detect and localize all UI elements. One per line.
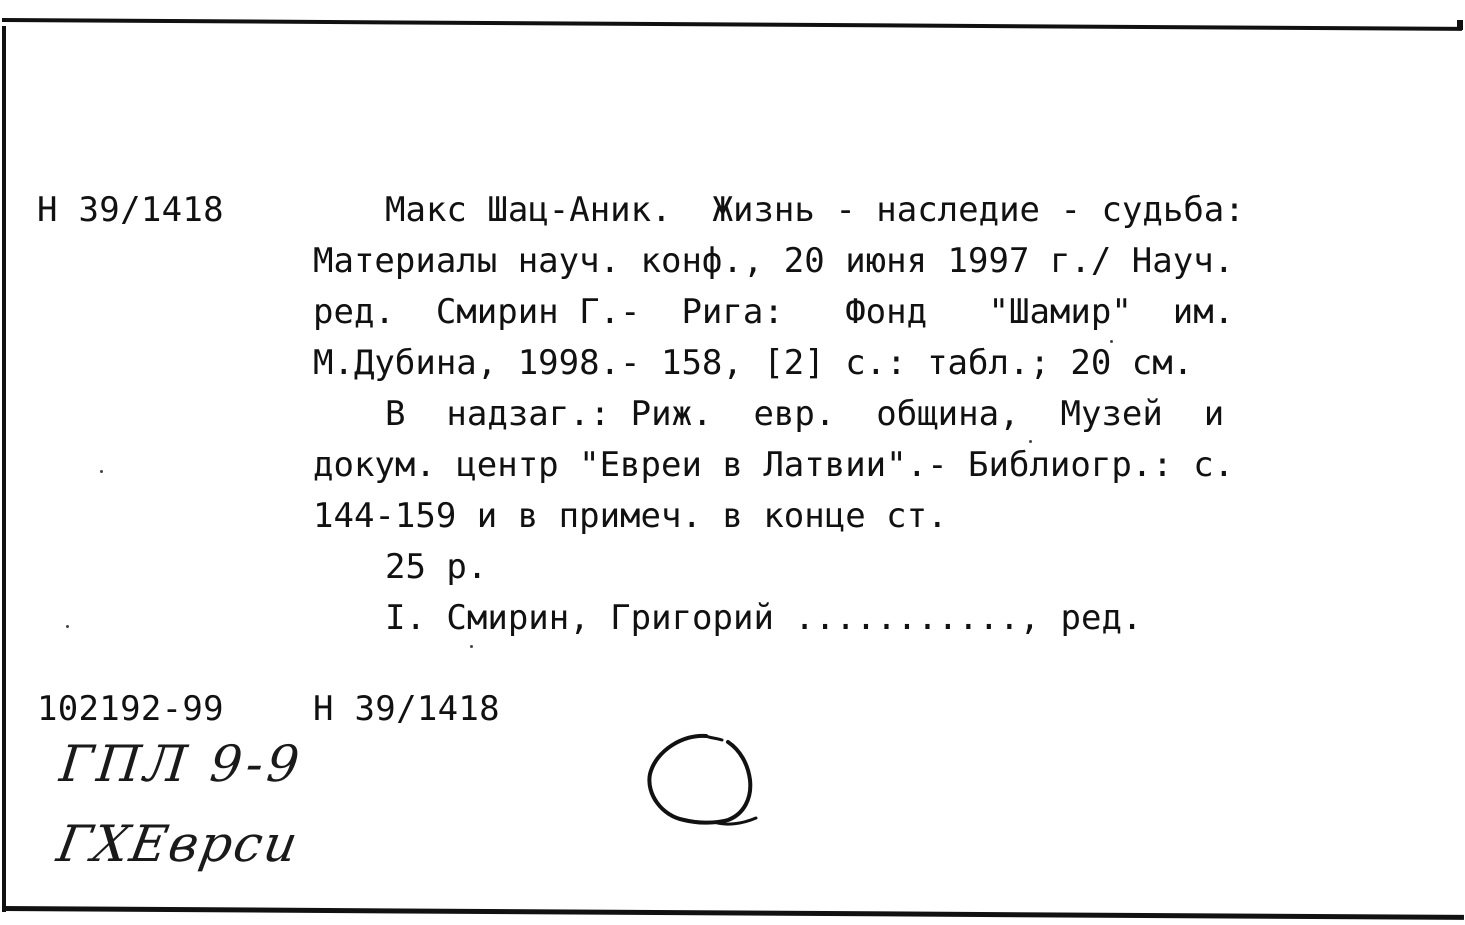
price-line: 25 р. [385, 547, 488, 587]
card-border-bottom [2, 906, 1464, 920]
description-line: В надзаг.: Риж. евр. община, Музей и [385, 394, 1225, 434]
ink-speck [1029, 440, 1032, 443]
handwritten-note: ГПЛ 9-9 [56, 735, 306, 793]
card-border-top [2, 18, 1462, 31]
call-number-top: Н 39/1418 [37, 190, 224, 230]
card-border-left [2, 26, 6, 912]
description-line: докум. центр "Евреи в Латвии".- Библиогр.: с. [313, 445, 1235, 485]
card-border-corner [1457, 20, 1463, 30]
ink-speck [100, 470, 103, 473]
accession-number: 102192-99 [37, 689, 224, 729]
ink-speck [1110, 340, 1113, 343]
ink-speck [470, 645, 473, 648]
bibliographic-description [313, 185, 1411, 644]
description-line: ред. Смирин Г.- Рига: Фонд "Шамир" им. [313, 292, 1235, 332]
description-line: М.Дубина, 1998.- 158, [2] с.: табл.; 20 см. [313, 343, 1194, 383]
stamp-circle-icon [644, 728, 759, 828]
description-line: Макс Шац-Аник. Жизнь - наследие - судьба: [385, 190, 1245, 230]
ink-speck [66, 625, 69, 628]
added-entry-line: I. Смирин, Григорий ..........., ред. [385, 598, 1143, 638]
handwritten-note: ГХЕврси [52, 815, 304, 873]
description-line: Материалы науч. конф., 20 июня 1997 г./ Науч. [313, 241, 1235, 281]
description-line: 144-159 и в примеч. в конце ст. [313, 496, 948, 536]
call-number-bottom: Н 39/1418 [313, 689, 500, 729]
